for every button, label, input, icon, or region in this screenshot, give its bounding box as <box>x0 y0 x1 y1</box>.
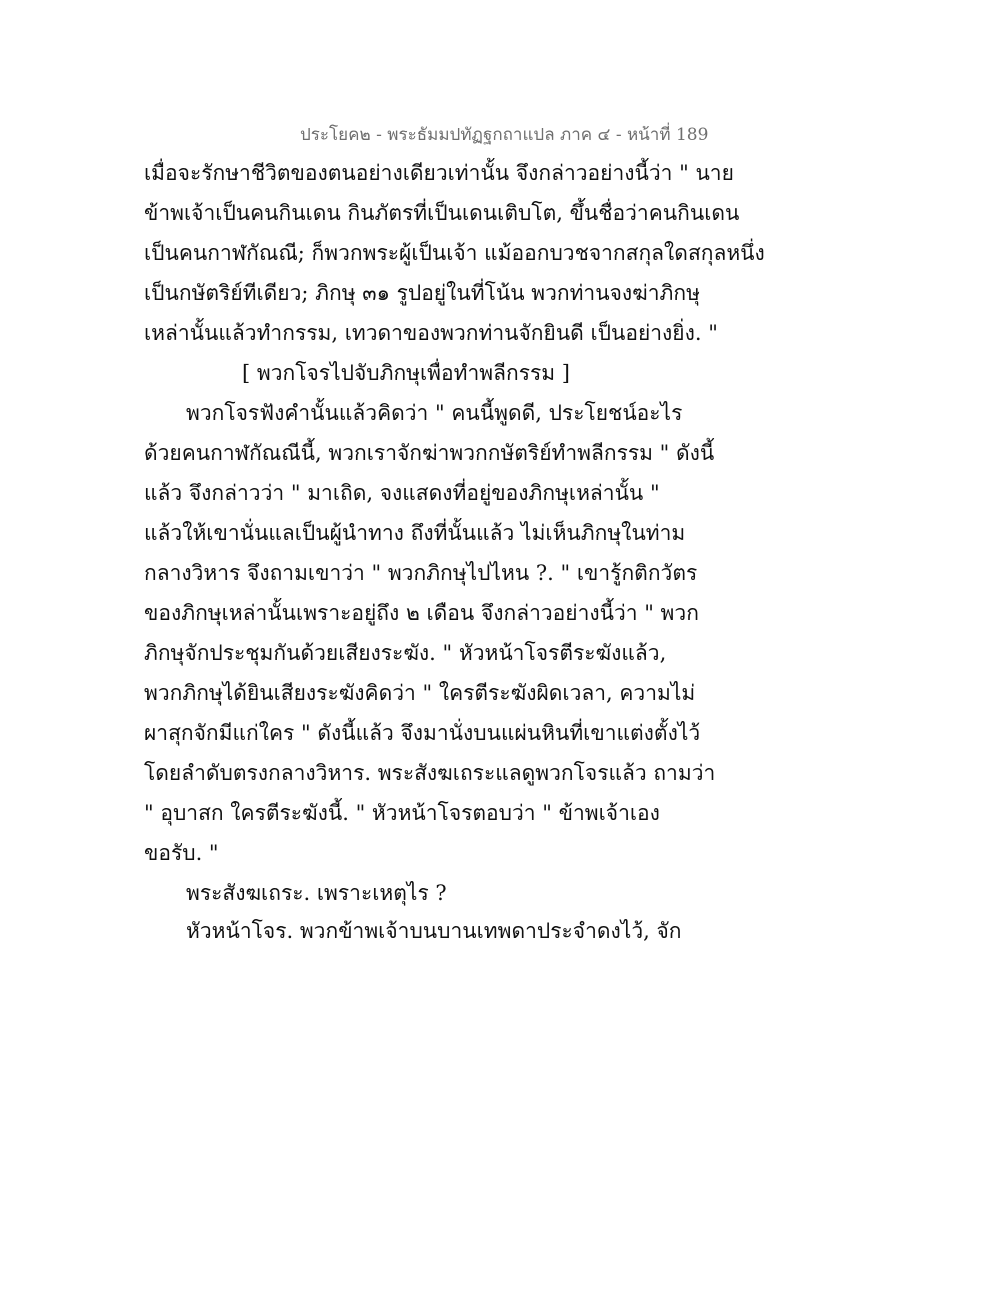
page-header: ประโยค๒ - พระธัมมปทัฏฐกถาแปล ภาค ๔ - หน้าที่ 189 <box>300 125 709 145</box>
text-line-7: พวกโจรฟังคำนั้นแล้วคิดว่า " คนนี้พูดดี, ประโยชน์อะไร <box>186 401 683 425</box>
text-line-18: ขอรับ. " <box>144 841 219 865</box>
text-line-9: แล้ว จึงกล่าวว่า " มาเถิด, จงแสดงที่อยู่ของภิกษุเหล่านั้น " <box>144 481 660 505</box>
text-line-10: แล้วให้เขานั่นแลเป็นผู้นำทาง ถึงที่นั้นแล้ว ไม่เห็นภิกษุในท่าม <box>144 521 686 545</box>
text-line-12: ของภิกษุเหล่านั้นเพราะอยู่ถึง ๒ เดือน จึงกล่าวอย่างนี้ว่า " พวก <box>144 601 699 625</box>
dialogue-line-1: พระสังฆเถระ. เพราะเหตุไร ? <box>186 881 447 905</box>
text-line-5: เหล่านั้นแล้วทำกรรม, เทวดาของพวกท่านจักยินดี เป็นอย่างยิ่ง. " <box>144 321 718 345</box>
text-line-3: เป็นคนกาฬกัณณี; ก็พวกพระผู้เป็นเจ้า แม้ออกบวชจากสกุลใดสกุลหนึ่ง <box>144 241 765 265</box>
text-line-2: ข้าพเจ้าเป็นคนกินเดน กินภัตรที่เป็นเดนเติบโต, ขึ้นชื่อว่าคนกินเดน <box>144 201 740 225</box>
text-line-13: ภิกษุจักประชุมกันด้วยเสียงระฆัง. " หัวหน้าโจรตีระฆังแล้ว, <box>144 641 667 665</box>
text-line-1: เมื่อจะรักษาชีวิตของตนอย่างเดียวเท่านั้น จึงกล่าวอย่างนี้ว่า " นาย <box>144 161 734 185</box>
text-line-4: เป็นกษัตริย์ทีเดียว; ภิกษุ ๓๑ รูปอยู่ในที่โน้น พวกท่านจงฆ่าภิกษุ <box>144 281 700 305</box>
text-line-11: กลางวิหาร จึงถามเขาว่า " พวกภิกษุไปไหน ?. " เขารู้กติกวัตร <box>144 561 698 585</box>
text-line-8: ด้วยคนกาฬกัณณีนี้, พวกเราจักฆ่าพวกกษัตริย์ทำพลีกรรม " ดังนี้ <box>144 441 715 465</box>
text-line-15: ผาสุกจักมีแก่ใคร " ดังนี้แล้ว จึงมานั่งบนแผ่นหินที่เขาแต่งตั้งไว้ <box>144 721 701 745</box>
dialogue-line-2: หัวหน้าโจร. พวกข้าพเจ้าบนบานเทพดาประจำดงไว้, จัก <box>186 919 682 943</box>
section-heading: [ พวกโจรไปจับภิกษุเพื่อทำพลีกรรม ] <box>242 361 570 385</box>
text-line-16: โดยลำดับตรงกลางวิหาร. พระสังฆเถระแลดูพวกโจรแล้ว ถามว่า <box>144 761 716 785</box>
text-line-17: " อุบาสก ใครตีระฆังนี้. " หัวหน้าโจรตอบว่า " ข้าพเจ้าเอง <box>144 801 660 825</box>
text-line-14: พวกภิกษุได้ยินเสียงระฆังคิดว่า " ใครตีระฆังผิดเวลา, ความไม่ <box>144 681 696 705</box>
